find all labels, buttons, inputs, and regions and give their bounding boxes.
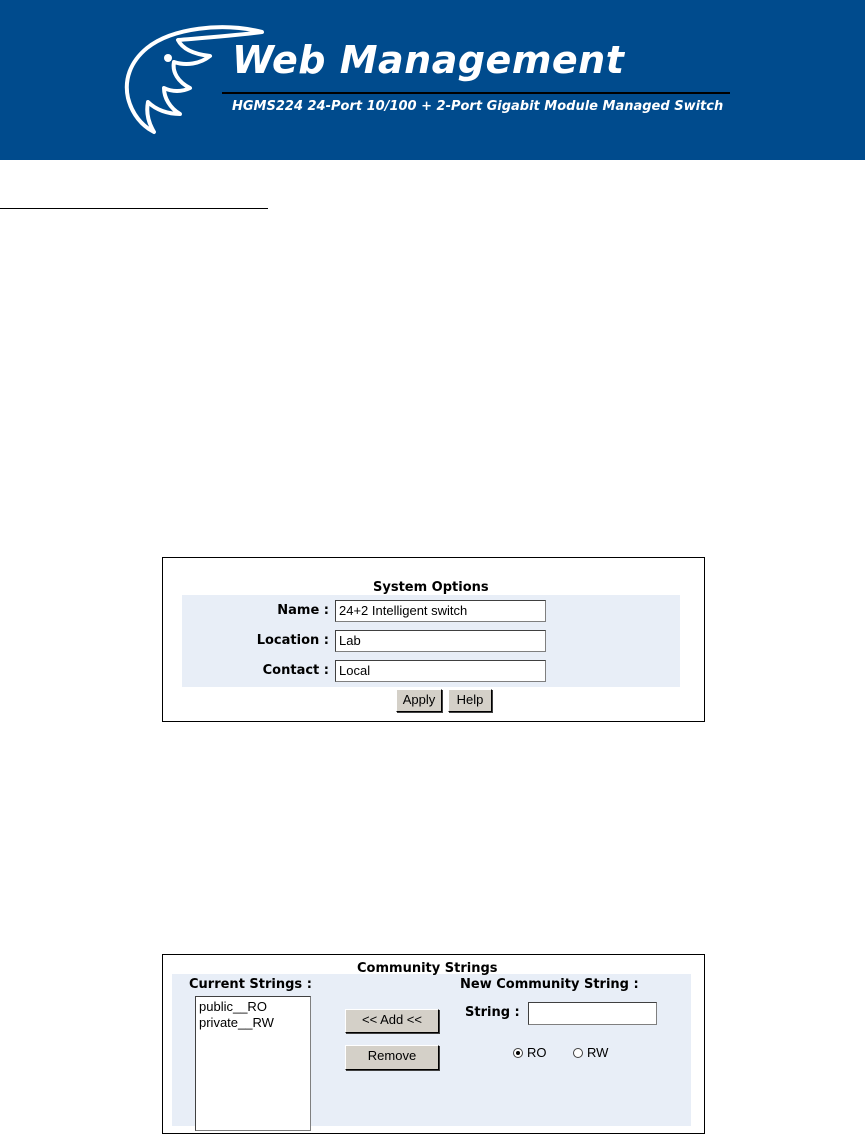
community-strings-panel [162,954,705,1134]
apply-button[interactable]: Apply [396,689,442,712]
list-item[interactable]: private__RW [199,1015,274,1030]
community-strings-title: Community Strings [357,961,498,976]
section-rule [0,208,268,209]
ro-radio-option[interactable] [513,1045,547,1060]
ro-label: RO [527,1045,547,1060]
current-strings-label: Current Strings : [189,977,312,992]
banner-divider [222,92,730,94]
rw-radio[interactable] [573,1048,583,1058]
banner-title: Web Management [232,38,625,82]
name-field[interactable]: 24+2 Intelligent switch [335,600,546,622]
contact-label: Contact : [262,663,329,678]
contact-field[interactable]: Local [335,660,546,682]
system-options-panel [162,557,705,722]
ro-radio[interactable] [513,1048,523,1058]
string-label: String : [465,1005,520,1020]
location-label: Location : [256,633,329,648]
new-community-string-label: New Community String : [460,977,639,992]
add-string-button[interactable]: << Add << [345,1009,439,1033]
list-item[interactable]: public__RO [199,999,267,1014]
rw-radio-option[interactable] [573,1045,608,1060]
name-label: Name : [277,603,329,618]
banner-subtitle: HGMS224 24-Port 10/100 + 2-Port Gigabit Module Managed Switch [232,99,724,114]
location-field[interactable]: Lab [335,630,546,652]
help-button[interactable]: Help [448,689,492,712]
remove-string-button[interactable]: Remove [345,1045,439,1070]
new-string-input[interactable] [528,1002,657,1025]
current-strings-list[interactable] [195,996,311,1131]
header-banner [0,0,865,160]
system-options-title: System Options [373,580,489,595]
rw-label: RW [587,1045,609,1060]
